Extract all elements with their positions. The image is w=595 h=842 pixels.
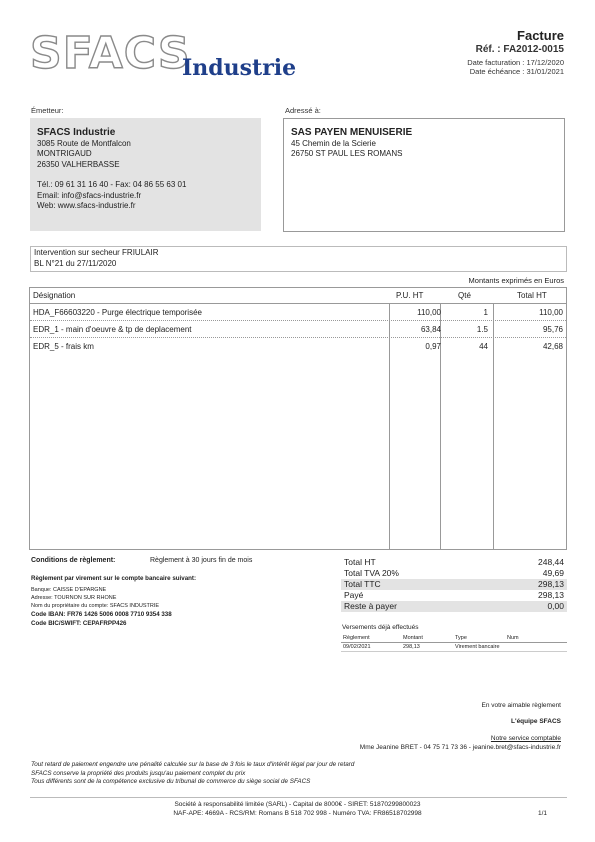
row-unit-price: 0,97 bbox=[425, 342, 441, 351]
payment-terms-label: Conditions de règlement: bbox=[31, 557, 116, 564]
iban: Code IBAN: FR76 1426 5006 0008 7710 9354 338 bbox=[31, 611, 172, 618]
row-total: 42,68 bbox=[542, 342, 563, 351]
emitter-label: Émetteur: bbox=[31, 106, 64, 115]
legal-line: Tout retard de paiement engendre une pénalité calculée sur la base de 3 fois le taux d'intérêt légal par jour de retard bbox=[31, 761, 355, 768]
payment-amount: 298,13 bbox=[403, 644, 420, 650]
total-value: 248,44 bbox=[538, 557, 564, 567]
payments-header-num: Num bbox=[507, 635, 519, 641]
total-ttc-row bbox=[341, 579, 567, 590]
total-value: 298,13 bbox=[538, 579, 564, 589]
payments-title: Versements déjà effectués bbox=[342, 624, 419, 631]
total-value: 298,13 bbox=[538, 590, 564, 600]
footer-divider bbox=[30, 797, 567, 798]
emitter-block bbox=[37, 128, 186, 212]
closing-greeting: En votre aimable règlement bbox=[481, 702, 561, 709]
bank-address: Adresse: TOURNON SUR RHONE bbox=[31, 595, 117, 601]
total-value: 49,69 bbox=[542, 568, 564, 578]
total-label: Payé bbox=[344, 590, 364, 600]
emitter-address: 3085 Route de Montfalcon bbox=[37, 138, 131, 148]
row-unit-price: 63,84 bbox=[420, 325, 441, 334]
row-quantity: 1 bbox=[483, 308, 488, 317]
emitter-city: MONTRIGAUD bbox=[37, 149, 92, 158]
row-designation: EDR_1 - main d'oeuvre & tp de deplacement bbox=[33, 325, 192, 334]
bank-transfer-title: Règlement par virement sur le compte bancaire suivant: bbox=[31, 575, 197, 582]
bank-name: Banque: CAISSE D'EPARGNE bbox=[31, 587, 107, 593]
payments-header-amount: Montant bbox=[403, 635, 423, 641]
invoice-reference: Réf. : FA2012-0015 bbox=[475, 44, 564, 55]
total-label: Total HT bbox=[344, 557, 376, 567]
total-ht-row bbox=[341, 557, 567, 568]
due-date: Date échéance : 31/01/2021 bbox=[469, 67, 564, 76]
row-designation: HDA_F66603220 - Purge électrique temporisée bbox=[33, 308, 202, 317]
legal-line: SFACS conserve la propriété des produits jusqu'au paiement complet du prix bbox=[31, 769, 246, 777]
remaining-row bbox=[341, 601, 567, 612]
row-quantity: 1.5 bbox=[476, 325, 488, 334]
payment-terms-value: Règlement à 30 jours fin de mois bbox=[150, 557, 253, 564]
row-quantity: 44 bbox=[479, 342, 488, 351]
accounting-contact: Mme Jeanine BRET - 04 75 71 73 36 - jeanine.bret@sfacs-industrie.fr bbox=[359, 744, 561, 751]
total-label: Total TVA 20% bbox=[344, 568, 399, 578]
row-designation: EDR_5 - frais km bbox=[33, 342, 94, 351]
account-owner: Nom du propriétaire du compte: SFACS INDUSTRIE bbox=[31, 603, 160, 609]
row-separator bbox=[30, 320, 566, 321]
recipient-address: 45 Chemin de la Scierie bbox=[291, 138, 376, 148]
footer-company-info: Société à responsabilité limitée (SARL) - Capital de 8000€ - SIRET: 51870299800023 bbox=[174, 801, 421, 808]
row-total: 110,00 bbox=[539, 308, 563, 317]
header-designation: Désignation bbox=[33, 291, 76, 300]
total-label: Reste à payer bbox=[344, 601, 397, 611]
payment-date: 09/02/2021 bbox=[343, 644, 371, 650]
accounting-service: Notre service comptable bbox=[490, 735, 561, 742]
payments-header-date: Règlement bbox=[343, 635, 370, 641]
row-unit-price: 110,00 bbox=[417, 308, 441, 317]
total-value: 0,00 bbox=[547, 601, 564, 611]
recipient-block bbox=[291, 128, 412, 160]
page-number: 1/1 bbox=[537, 810, 547, 817]
table-header bbox=[30, 288, 566, 304]
intervention-box bbox=[30, 246, 567, 272]
emitter-email: Email: info@sfacs-industrie.fr bbox=[37, 190, 142, 200]
intervention-line-2: BL N°21 du 27/11/2020 bbox=[34, 258, 117, 268]
footer-registration: NAF-APE: 4669A - RCS/RM: Romans B 518 702 998 - Numéro TVA: FR86518702998 bbox=[173, 810, 422, 817]
payments-header bbox=[341, 634, 567, 643]
emitter-phone: Tél.: 09 61 31 16 40 - Fax: 04 86 55 63 01 bbox=[37, 180, 187, 189]
document-title: Facture bbox=[517, 28, 564, 43]
intervention-line-1: Intervention sur secheur FRIULAIR bbox=[34, 248, 159, 257]
recipient-zip-city: 26750 ST PAUL LES ROMANS bbox=[291, 149, 403, 158]
row-separator bbox=[30, 337, 566, 338]
column-divider bbox=[493, 288, 494, 549]
row-total: 95,76 bbox=[542, 325, 563, 334]
legal-line: Tous différents sont de la compétence exclusive du tribunal de commerce du siège social de SFACS bbox=[31, 778, 311, 785]
company-logo-wordmark: SFACS bbox=[30, 28, 191, 79]
emitter-web: Web: www.sfacs-industrie.fr bbox=[37, 201, 136, 210]
total-vat-row bbox=[341, 568, 567, 579]
header-quantity: Qté bbox=[458, 291, 471, 300]
recipient-name: SAS PAYEN MENUISERIE bbox=[291, 127, 413, 138]
paid-row bbox=[341, 590, 567, 601]
emitter-name: SFACS Industrie bbox=[37, 127, 116, 138]
header-unit-price: P.U. HT bbox=[396, 291, 424, 300]
recipient-label: Adressé à: bbox=[285, 106, 321, 115]
items-table bbox=[29, 287, 567, 550]
company-logo-subtitle: Industrie bbox=[182, 55, 297, 81]
invoice-date: Date facturation : 17/12/2020 bbox=[467, 58, 564, 67]
payment-row bbox=[341, 643, 567, 652]
team-signature: L'équipe SFACS bbox=[511, 718, 561, 725]
payment-type: Virement bancaire bbox=[455, 644, 500, 650]
legal-notice bbox=[31, 761, 354, 787]
emitter-zip-city: 26350 VALHERBASSE bbox=[37, 159, 120, 169]
payments-header-type: Type bbox=[455, 635, 467, 641]
bic-swift: Code BIC/SWIFT: CEPAFRPP426 bbox=[31, 620, 127, 627]
currency-note: Montants exprimés en Euros bbox=[468, 276, 564, 285]
column-divider bbox=[389, 288, 390, 549]
header-total: Total HT bbox=[517, 291, 547, 300]
total-label: Total TTC bbox=[344, 579, 381, 589]
